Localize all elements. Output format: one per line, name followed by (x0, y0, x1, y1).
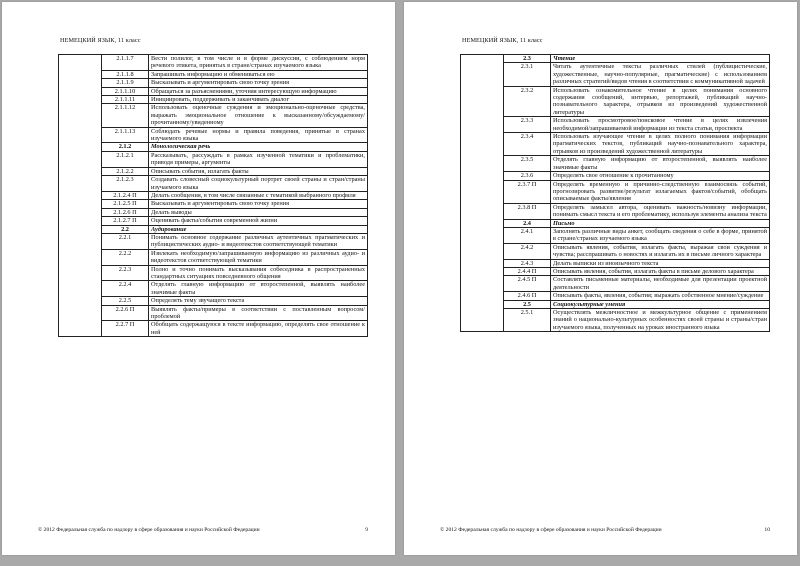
code-cell: 2.1.1.8 (102, 70, 149, 78)
description-cell: Описывать факты, явления, события; выражать собственное мнение/суждение (551, 292, 770, 300)
description-cell: Отделять главную информацию от второстепенной, выявлять наиболее значимые факты (149, 281, 368, 297)
description-cell: Рассказывать, рассуждать в рамках изученной тематики и проблематики, приводя примеры, аргументы (149, 151, 368, 167)
page-header: НЕМЕЦКИЙ ЯЗЫК, 11 класс (60, 37, 141, 44)
section-title-cell: Монологическая речь (149, 143, 368, 151)
table-row (59, 321, 368, 337)
blank-column-cell (461, 55, 504, 332)
code-cell: 2.1.1.13 (102, 127, 149, 143)
table-row (461, 227, 770, 243)
section-row (461, 55, 770, 63)
table-row (461, 276, 770, 292)
table-row (59, 200, 368, 208)
code-cell: 2.2.6 П (102, 305, 149, 321)
code-cell: 2.4.3 (504, 259, 551, 267)
code-cell: 2.1.1.11 (102, 96, 149, 104)
description-cell: Использовать оценочные суждения и эмоционально-оценочные средства, выражать эмоциональное отношение к высказанному/обсуждаемому/прочитанному/увиденному (149, 104, 368, 127)
code-cell: 2.2.2 (102, 249, 149, 265)
footer-copyright: © 2012 Федеральная служба по надзору в сфере образования и науки Российской Федерации (38, 527, 260, 533)
table-row (461, 117, 770, 133)
code-cell: 2.1.2.4 П (102, 191, 149, 199)
code-cell: 2.1.2.5 П (102, 200, 149, 208)
description-cell: Определять временную и причинно-следственную взаимосвязь событий, прогнозировать развитие/результат излагаемых фактов/событий, обобщать описываемые факты/явления (551, 180, 770, 203)
table-row (59, 104, 368, 127)
table-row (59, 55, 368, 71)
code-cell: 2.1.1.7 (102, 55, 149, 71)
page-footer (440, 527, 770, 533)
table-row (59, 87, 368, 95)
description-cell: Использовать просмотровое/поисковое чтение в целях извлечения необходимой/запрашиваемой информации из текста статьи, проспекта (551, 117, 770, 133)
description-cell: Читать аутентичные тексты различных стилей (публицистические, художественные, научно-популярные, прагматические) с использованием различных стратегий/видов чтения в соответствии с коммуникативной задачей (551, 63, 770, 86)
table-row (59, 191, 368, 199)
description-cell: Определять тему звучащего текста (149, 297, 368, 305)
section-row (461, 300, 770, 308)
description-cell: Понимать основное содержание различных аутентичных прагматических и публицистических аудио- и видеотекстов соответствующей тематики (149, 233, 368, 249)
description-cell: Составлять письменные материалы, необходимые для презентации проектной деятельности (551, 276, 770, 292)
table-row (59, 79, 368, 87)
code-cell: 2.1.1.9 (102, 79, 149, 87)
description-cell: Оценивать факты/события современной жизни (149, 217, 368, 225)
table-row (461, 156, 770, 172)
table-row (59, 297, 368, 305)
blank-column-cell (59, 55, 102, 337)
table-row (59, 233, 368, 249)
description-cell: Делать выписки из иноязычного текста (551, 259, 770, 267)
page-number: 10 (764, 527, 770, 533)
table-row (59, 265, 368, 281)
table-row (461, 292, 770, 300)
description-cell: Создавать словесный социокультурный портрет своей страны и стран/страны изучаемого языка (149, 176, 368, 192)
description-cell: Определять свое отношение к прочитанному (551, 172, 770, 180)
code-cell: 2.1.2 (102, 143, 149, 151)
description-cell: Полно и точно понимать высказывания собеседника в распространенных стандартных ситуациях повседневного общения (149, 265, 368, 281)
description-cell: Обращаться за разъяснениями, уточняя интересующую информацию (149, 87, 368, 95)
section-title-cell: Социокультурные умения (551, 300, 770, 308)
description-cell: Делать сообщения, в том числе связанные с тематикой выбранного профиля (149, 191, 368, 199)
description-cell: Выявлять факты/примеры в соответствии с поставленным вопросом/проблемой (149, 305, 368, 321)
footer-copyright: © 2012 Федеральная служба по надзору в сфере образования и науки Российской Федерации (440, 527, 662, 533)
description-cell: Использовать ознакомительное чтение в целях понимания основного содержания сообщений, интервью, репортажей, публикаций научно-познавательного характера, отрывков из произведений художественной литературы (551, 86, 770, 117)
code-cell: 2.4.4 П (504, 267, 551, 275)
table-row (461, 309, 770, 332)
code-cell: 2.4.2 (504, 243, 551, 259)
code-cell: 2.4.6 П (504, 292, 551, 300)
table-row (461, 133, 770, 156)
description-cell: Использовать изучающее чтение в целях полного понимания информации прагматических текстов, публикаций научно-познавательного характера, отрывков из произведений художественной литературы (551, 133, 770, 156)
table-row (59, 281, 368, 297)
code-cell: 2.4 (504, 219, 551, 227)
table-row (461, 63, 770, 86)
page-number: 9 (365, 527, 368, 533)
table-row (59, 151, 368, 167)
section-row (59, 143, 368, 151)
table-row (59, 217, 368, 225)
document-page-10 (404, 2, 797, 555)
table-row (59, 176, 368, 192)
table-row (59, 127, 368, 143)
code-cell: 2.3.7 П (504, 180, 551, 203)
table-row (59, 96, 368, 104)
code-cell: 2.1.2.2 (102, 167, 149, 175)
description-cell: Делать выводы (149, 208, 368, 216)
table-row (461, 243, 770, 259)
code-cell: 2.4.1 (504, 227, 551, 243)
code-cell: 2.3.5 (504, 156, 551, 172)
requirements-table (58, 54, 368, 337)
description-cell: Извлекать необходимую/запрашиваемую информацию из различных аудио- и видеотекстов соответствующей тематики (149, 249, 368, 265)
section-title-cell: Аудирование (149, 225, 368, 233)
table-row (461, 267, 770, 275)
description-cell: Отделять главную информацию от второстепенной, выявлять наиболее значимые факты (551, 156, 770, 172)
code-cell: 2.3.3 (504, 117, 551, 133)
description-cell: Заполнять различные виды анкет, сообщать сведения о себе в форме, принятой в стране/странах изучаемого языка (551, 227, 770, 243)
page-header: НЕМЕЦКИЙ ЯЗЫК, 11 класс (462, 37, 543, 44)
code-cell: 2.2.7 П (102, 321, 149, 337)
code-cell: 2.3 (504, 55, 551, 63)
table-row (59, 305, 368, 321)
table-row (59, 70, 368, 78)
description-cell: Осуществлять межличностное и межкультурное общение с применением знаний о национально-культурных особенностях своей страны и страны/стран изучаемого языка, полученных на уроках иностранного языка (551, 309, 770, 332)
code-cell: 2.3.6 (504, 172, 551, 180)
description-cell: Определять замысел автора, оценивать важность/новизну информации, понимать смысл текста и его проблематику, используя элементы анализа текста (551, 203, 770, 219)
section-title-cell: Чтение (551, 55, 770, 63)
code-cell: 2.5.1 (504, 309, 551, 332)
code-cell: 2.2.4 (102, 281, 149, 297)
code-cell: 2.1.1.10 (102, 87, 149, 95)
code-cell: 2.3.2 (504, 86, 551, 117)
table-row (461, 203, 770, 219)
code-cell: 2.2.1 (102, 233, 149, 249)
table-row (461, 172, 770, 180)
description-cell: Запрашивать информацию и обмениваться ею (149, 70, 368, 78)
code-cell: 2.2.3 (102, 265, 149, 281)
description-cell: Описывать события, излагать факты (149, 167, 368, 175)
description-cell: Соблюдать речевые нормы и правила поведения, принятые в странах изучаемого языка (149, 127, 368, 143)
code-cell: 2.3.4 (504, 133, 551, 156)
code-cell: 2.1.2.6 П (102, 208, 149, 216)
description-cell: Обобщать содержащуюся в тексте информацию, определять свое отношение к ней (149, 321, 368, 337)
code-cell: 2.1.1.12 (102, 104, 149, 127)
code-cell: 2.1.2.3 (102, 176, 149, 192)
table-row (59, 167, 368, 175)
code-cell: 2.1.2.7 П (102, 217, 149, 225)
section-row (461, 219, 770, 227)
description-cell: Высказывать и аргументировать свою точку зрения (149, 79, 368, 87)
code-cell: 2.5 (504, 300, 551, 308)
table-row (461, 86, 770, 117)
document-page-9 (2, 2, 395, 555)
code-cell: 2.2.5 (102, 297, 149, 305)
code-cell: 2.3.8 П (504, 203, 551, 219)
description-cell: Инициировать, поддерживать и заканчивать диалог (149, 96, 368, 104)
description-cell: Высказывать и аргументировать свою точку зрения (149, 200, 368, 208)
table-row (59, 208, 368, 216)
code-cell: 2.2 (102, 225, 149, 233)
code-cell: 2.3.1 (504, 63, 551, 86)
page-footer (38, 527, 368, 533)
description-cell: Вести полилог, в том числе и в форме дискуссии, с соблюдением норм речевого этикета, принятых в стране/странах изучаемого языка (149, 55, 368, 71)
table-row (461, 259, 770, 267)
description-cell: Описывать явления, события, излагать факты в письме делового характера (551, 267, 770, 275)
description-cell: Описывать явления, события, излагать факты, выражая свои суждения и чувства; расспрашивать о новостях и излагать их в письме личного характера (551, 243, 770, 259)
section-row (59, 225, 368, 233)
section-title-cell: Письмо (551, 219, 770, 227)
table-row (461, 180, 770, 203)
table-row (59, 249, 368, 265)
code-cell: 2.4.5 П (504, 276, 551, 292)
code-cell: 2.1.2.1 (102, 151, 149, 167)
requirements-table (460, 54, 770, 332)
